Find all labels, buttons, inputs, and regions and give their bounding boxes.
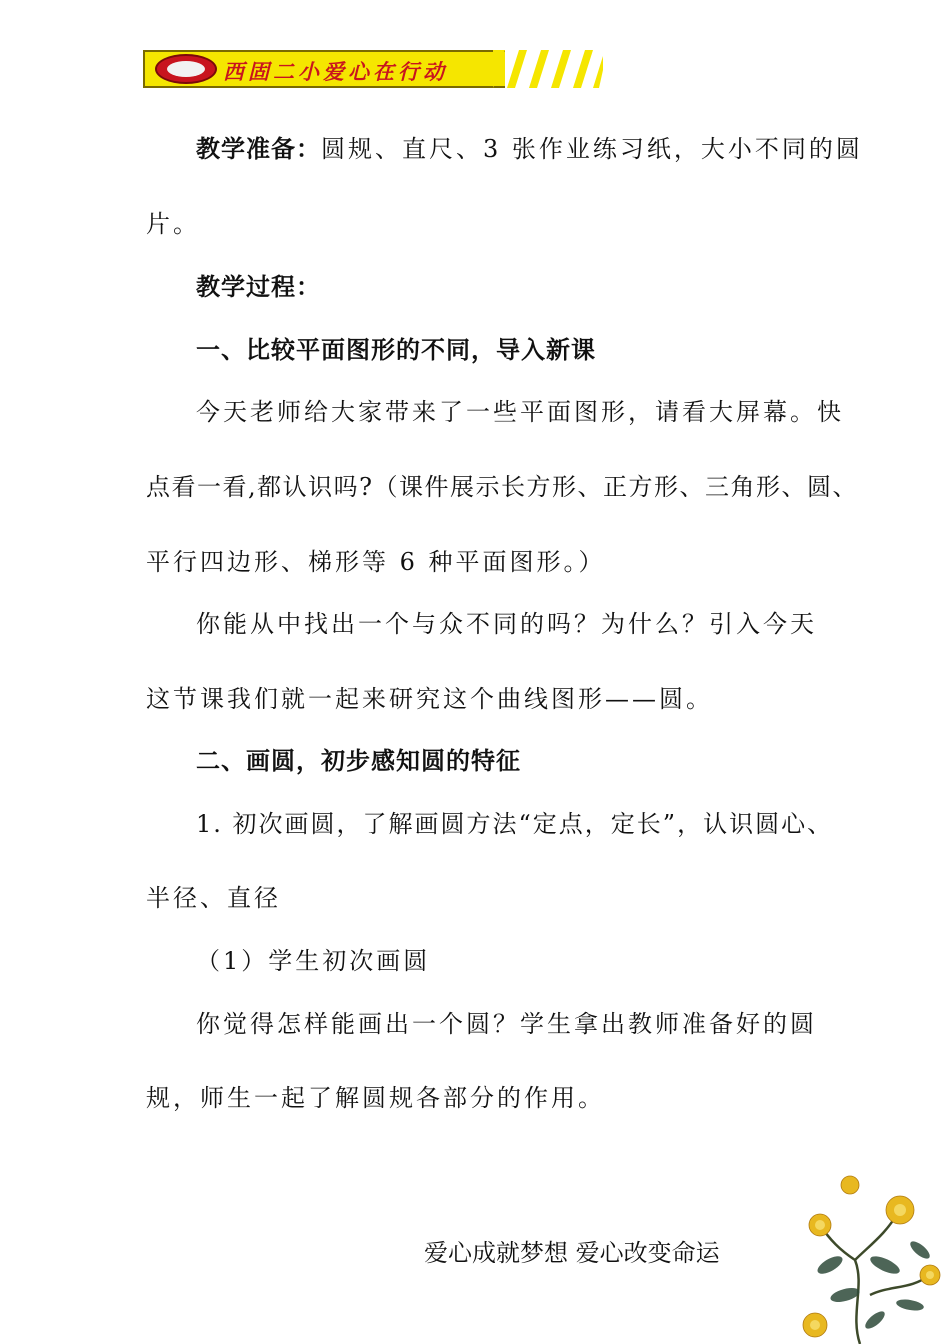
prep-text-cont: 片。 [146,210,200,238]
header-banner [143,50,601,88]
banner-text: 西固二小爱心在行动 [223,60,448,84]
paragraph-1-line-2: 点看一看,都认识吗?（课件展示长方形、正方形、三角形、圆、 [146,473,858,501]
item1-line-1: 1. 初次画圆，了解画圆方法“定点，定长”，认识圆心、 [196,810,834,838]
school-logo-icon [155,54,217,84]
paragraph-2-line-2: 这节课我们就一起来研究这个曲线图形——圆。 [146,685,713,713]
item1-line-2: 半径、直径 [146,884,281,912]
prep-text: 圆规、直尺、3 张作业练习纸，大小不同的圆 [321,135,863,163]
footer-slogan: 爱心成就梦想 爱心改变命运 [424,1239,720,1267]
paragraph-1-line-3: 平行四边形、梯形等 6 种平面图形。） [146,548,606,576]
paragraph-1-line-1: 今天老师给大家带来了一些平面图形，请看大屏幕。快 [196,398,844,426]
sub-item-1: （1）学生初次画圆 [196,947,431,975]
banner-stripes [493,50,603,88]
prep-label: 教学准备： [196,135,321,163]
paragraph-2-line-1: 你能从中找出一个与众不同的吗？为什么？引入今天 [196,610,817,638]
section1-title: 一、比较平面图形的不同，导入新课 [196,336,596,364]
paragraph-3-line-2: 规，师生一起了解圆规各部分的作用。 [146,1084,605,1112]
prep-line [196,134,863,164]
process-label: 教学过程： [196,273,321,301]
chrysanthemum-flower-icon [790,1165,950,1344]
paragraph-3-line-1: 你觉得怎样能画出一个圆？学生拿出教师准备好的圆 [196,1010,817,1038]
section2-title: 二、画圆，初步感知圆的特征 [196,747,521,775]
